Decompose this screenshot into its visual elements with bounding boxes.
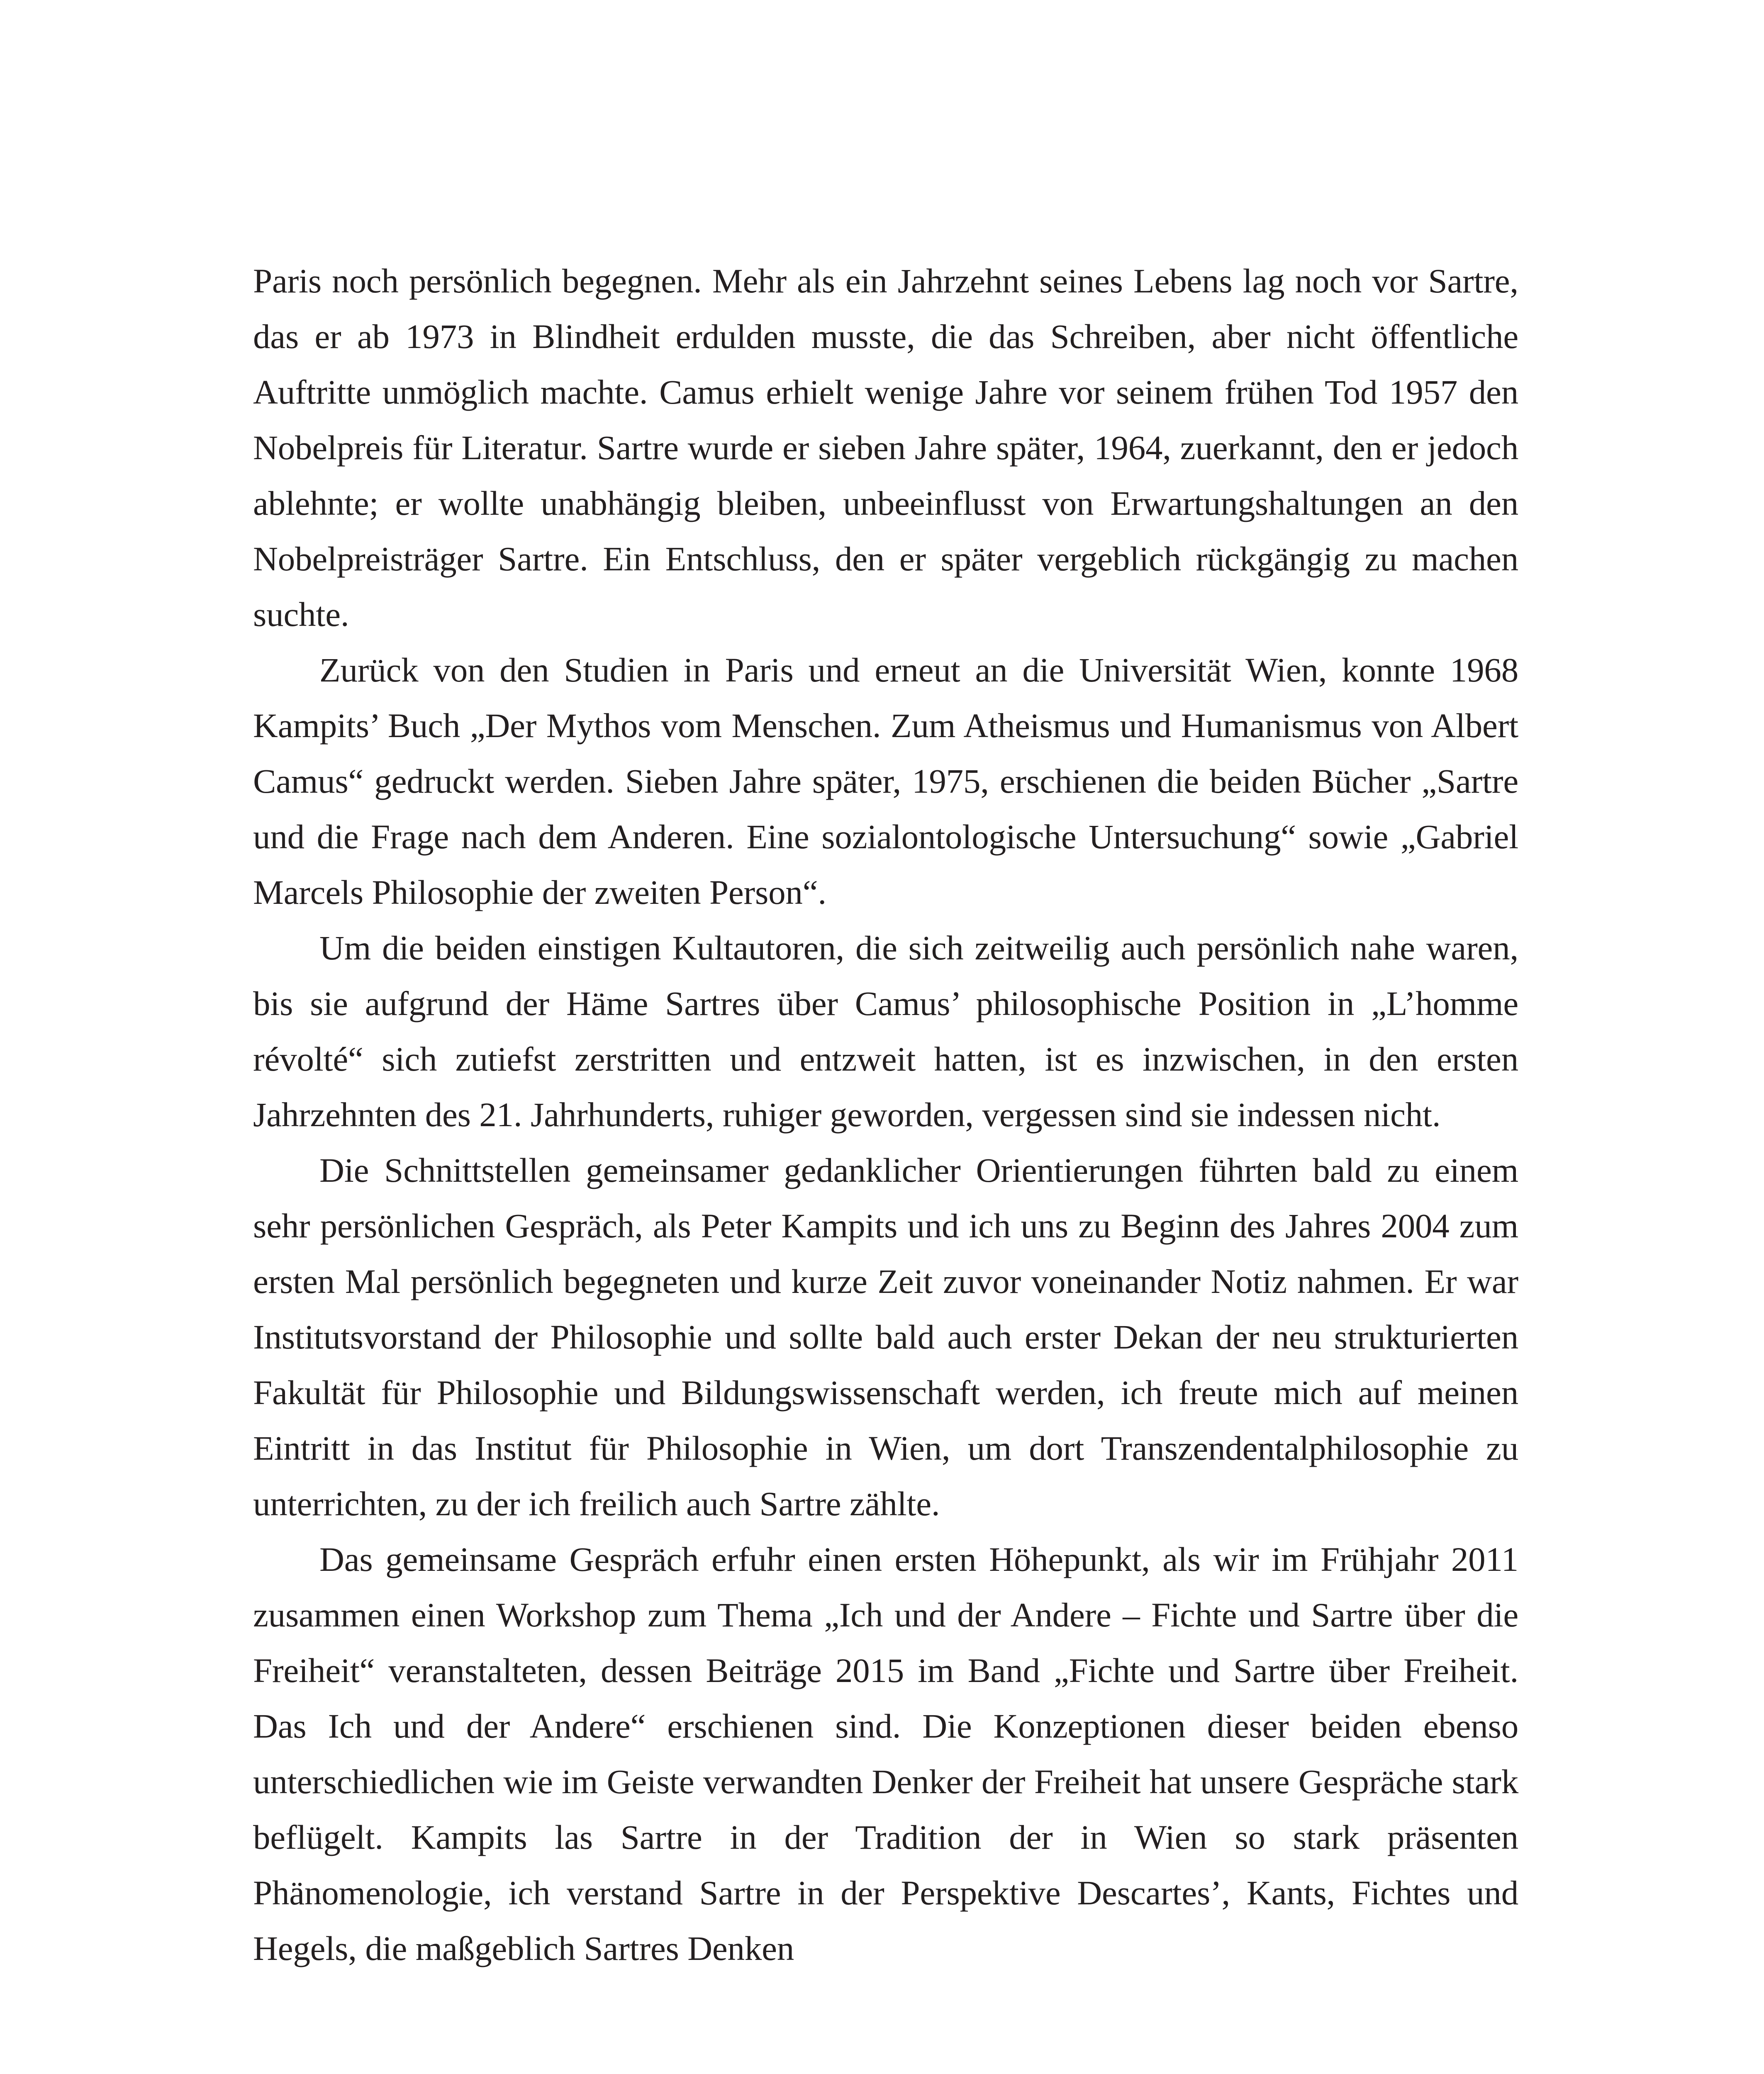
- paragraph-5: Das gemeinsame Gespräch erfuhr einen ersten Höhepunkt, als wir im Frühjahr 2011 zusammen einen Workshop zum Thema „Ich und der Andere – Fichte und Sartre über die Freiheit“ veranstalteten, dessen Beiträge 2015 im Band „Fichte und Sartre über Freiheit. Das Ich und der Andere“ erschienen sind. Die Konzeptionen dieser beiden ebenso unterschiedlichen wie im Geiste verwandten Denker der Freiheit hat unsere Gespräche stark beflügelt. Kampits las Sartre in der Tradition der in Wien so stark präsenten Phänomenologie, ich verstand Sartre in der Perspektive Descartes’, Kants, Fichtes und Hegels, die maßgeblich Sartres Denken: [253, 1540, 1518, 1967]
- paragraph-2: Zurück von den Studien in Paris und erneut an die Universität Wien, konnte 1968 Kampits’ Buch „Der Mythos vom Menschen. Zum Atheismus und Humanismus von Albert Camus“ gedruckt werden. Sieben Jahre später, 1975, erschienen die beiden Bücher „Sartre und die Frage nach dem Anderen. Eine sozialontologische Untersuchung“ sowie „Gabriel Marcels Philosophie der zweiten Person“.: [253, 651, 1518, 911]
- paragraph-3: Um die beiden einstigen Kultautoren, die sich zeitweilig auch persönlich nahe waren, bis sie aufgrund der Häme Sartres über Camus’ philosophische Position in „L’homme révolté“ sich zutiefst zerstritten und entzweit hatten, ist es inzwischen, in den ersten Jahrzehnten des 21. Jahrhunderts, ruhiger geworden, vergessen sind sie indessen nicht.: [253, 929, 1518, 1134]
- paragraph-1: Paris noch persönlich begegnen. Mehr als ein Jahrzehnt seines Lebens lag noch vor Sartre, das er ab 1973 in Blindheit erdulden musste, die das Schreiben, aber nicht öffentliche Auftritte unmöglich machte. Camus erhielt wenige Jahre vor seinem frühen Tod 1957 den Nobelpreis für Literatur. Sartre wurde er sieben Jahre später, 1964, zuerkannt, den er jedoch ablehnte; er wollte unabhängig bleiben, unbeeinflusst von Erwartungshaltungen an den Nobelpreisträger Sartre. Ein Entschluss, den er später vergeblich rückgängig zu machen suchte.: [253, 262, 1518, 633]
- body-text: [253, 253, 1518, 1976]
- paragraph-4: Die Schnittstellen gemeinsamer gedanklicher Orientierungen führten bald zu einem sehr persönlichen Gespräch, als Peter Kampits und ich uns zu Beginn des Jahres 2004 zum ersten Mal persönlich begegneten und kurze Zeit zuvor voneinander Notiz nahmen. Er war Institutsvorstand der Philosophie und sollte bald auch erster Dekan der neu strukturierten Fakultät für Philosophie und Bildungswissenschaft werden, ich freute mich auf meinen Eintritt in das Institut für Philosophie in Wien, um dort Transzendentalphilosophie zu unterrichten, zu der ich freilich auch Sartre zählte.: [253, 1151, 1518, 1523]
